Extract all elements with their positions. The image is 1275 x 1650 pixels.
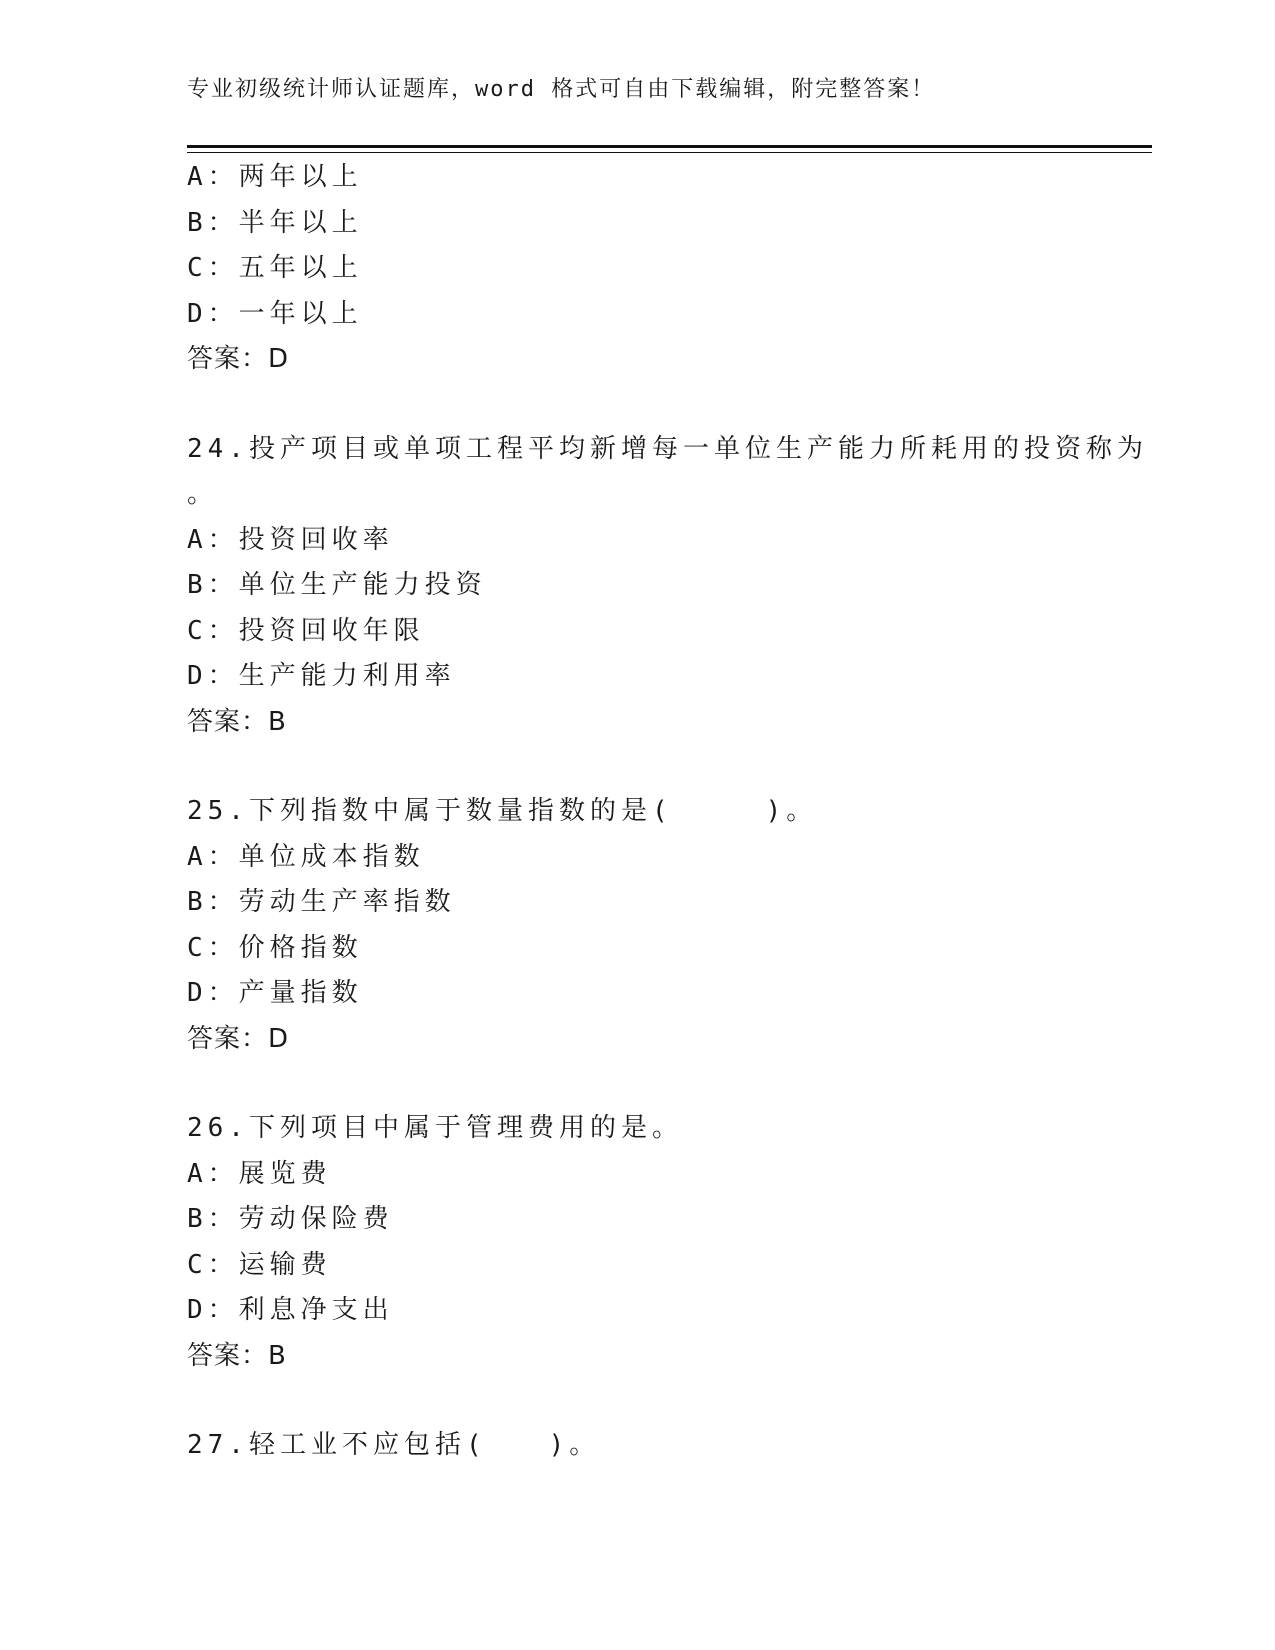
- question-stem: 25.下列指数中属于数量指数的是( )。: [187, 796, 818, 826]
- question-23-options: [187, 155, 1087, 383]
- option-b: B：单位生产能力投资: [187, 570, 487, 600]
- question-stem: 27.轻工业不应包括( )。: [187, 1430, 601, 1460]
- answer: 答案：D: [187, 1023, 290, 1054]
- option-c: C：价格指数: [187, 932, 363, 963]
- option-a: A：展览费: [187, 1158, 332, 1189]
- question-27: [187, 1423, 1087, 1469]
- answer: 答案：B: [187, 1340, 287, 1371]
- option-a: A：单位成本指数: [187, 841, 425, 872]
- option-a: A：两年以上: [187, 162, 363, 192]
- spacer: [187, 745, 1087, 789]
- header-rule-thin: [187, 152, 1152, 153]
- option-d: D：一年以上: [187, 298, 363, 329]
- question-stem: 24.投产项目或单项工程平均新增每一单位生产能力所耗用的投资称为: [187, 433, 1148, 464]
- question-stem-continued: 。: [187, 479, 219, 509]
- option-b: B：劳动保险费: [187, 1204, 394, 1234]
- option-b: B：半年以上: [187, 207, 363, 238]
- option-b: B：劳动生产率指数: [187, 887, 456, 917]
- question-content: [187, 155, 1148, 1469]
- spacer: [187, 383, 1087, 427]
- spacer: [187, 1062, 1087, 1106]
- option-d: D：产量指数: [187, 978, 363, 1008]
- header-rule-thick: [187, 145, 1152, 148]
- option-d: D：利息净支出: [187, 1295, 394, 1325]
- option-c: C：运输费: [187, 1249, 332, 1280]
- option-a: A：投资回收率: [187, 524, 394, 555]
- spacer: [187, 1379, 1087, 1423]
- answer: 答案：B: [187, 706, 287, 737]
- option-c: C：投资回收年限: [187, 615, 425, 646]
- question-25: [187, 789, 1087, 1062]
- option-c: C：五年以上: [187, 253, 363, 283]
- question-26: [187, 1106, 1087, 1379]
- document-header: 专业初级统计师认证题库，word 格式可自由下载编辑，附完整答案！: [187, 77, 936, 102]
- question-24: [187, 427, 1148, 746]
- question-stem: 26.下列项目中属于管理费用的是。: [187, 1113, 683, 1143]
- answer: 答案：D: [187, 344, 290, 374]
- option-d: D：生产能力利用率: [187, 661, 456, 691]
